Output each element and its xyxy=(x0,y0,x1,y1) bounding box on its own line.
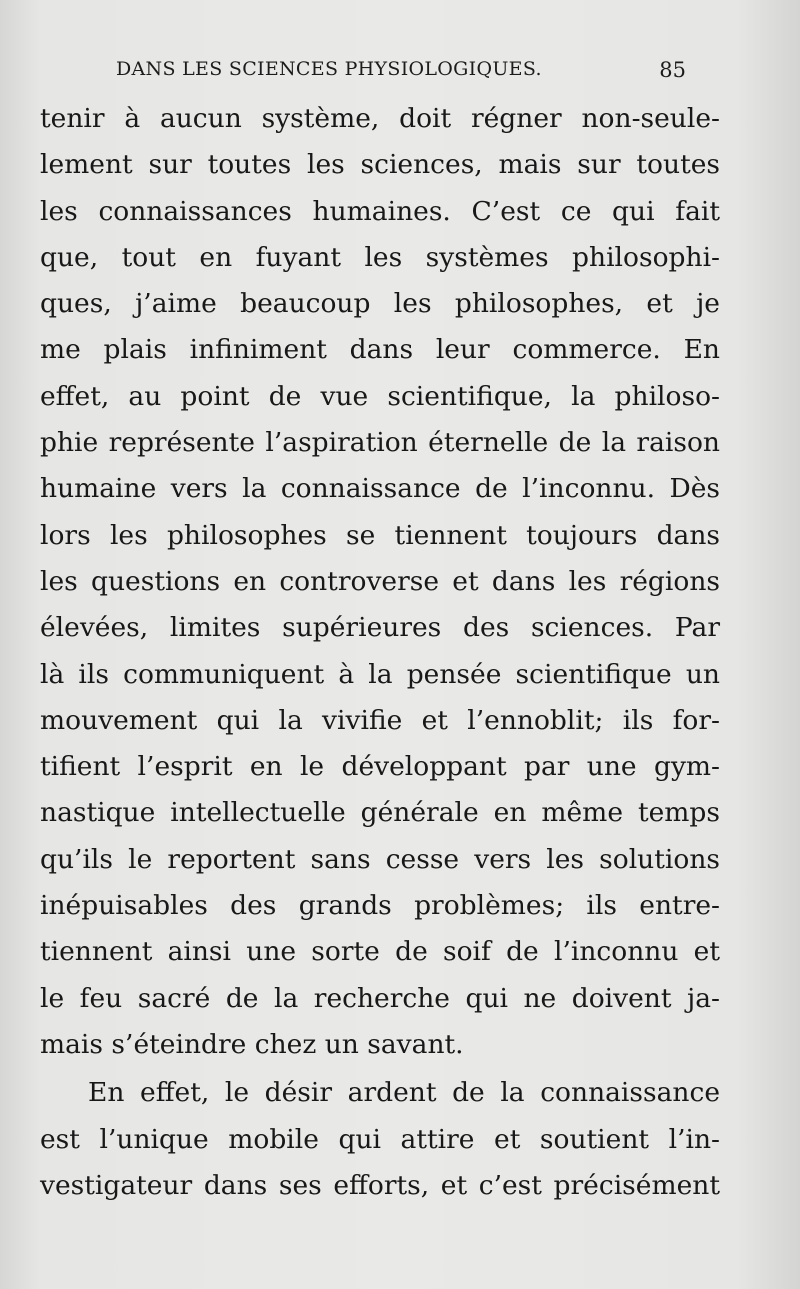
text-line: que, tout en fuyant les systèmes philosophi- xyxy=(40,241,720,273)
text-line: le feu sacré de la recherche qui ne doivent ja- xyxy=(40,982,720,1014)
text-line: me plais infiniment dans leur commerce. En xyxy=(40,334,720,366)
text-line: vestigateur dans ses efforts, et c’est précisément xyxy=(40,1169,720,1201)
text-line: effet, au point de vue scientifique, la philoso- xyxy=(40,380,720,412)
text-line: qu’ils le reportent sans cesse vers les solutions xyxy=(40,843,720,875)
page-number: 85 xyxy=(659,58,686,82)
text-line: inépuisables des grands problèmes; ils entre- xyxy=(40,890,720,922)
text-line: tifient l’esprit en le développant par une gym- xyxy=(40,751,720,783)
body-text xyxy=(40,96,720,1209)
text-line: les connaissances humaines. C’est ce qui fait xyxy=(40,195,720,227)
text-line: élevées, limites supérieures des sciences. Par xyxy=(40,612,720,644)
text-line: là ils communiquent à la pensée scientifique un xyxy=(40,658,720,690)
text-line: lors les philosophes se tiennent toujours dans xyxy=(40,519,720,551)
page-header xyxy=(116,58,686,90)
text-line: En effet, le désir ardent de la connaissance xyxy=(88,1077,720,1109)
text-line: nastique intellectuelle générale en même temps xyxy=(40,797,720,829)
text-line: tiennent ainsi une sorte de soif de l’inconnu et xyxy=(40,936,720,968)
text-line: humaine vers la connaissance de l’inconnu. Dès xyxy=(40,473,720,505)
text-line: lement sur toutes les sciences, mais sur toutes xyxy=(40,149,720,181)
text-line: mouvement qui la vivifie et l’ennoblit; ils for- xyxy=(40,704,720,736)
paragraph xyxy=(40,96,720,1068)
paragraph xyxy=(40,1070,720,1209)
running-head: DANS LES SCIENCES PHYSIOLOGIQUES. xyxy=(116,58,542,80)
text-line: tenir à aucun système, doit régner non-seule- xyxy=(40,103,720,134)
text-line: phie représente l’aspiration éternelle de la raison xyxy=(40,427,720,459)
text-line: ques, j’aime beaucoup les philosophes, et je xyxy=(40,288,720,320)
text-line: est l’unique mobile qui attire et soutient l’in- xyxy=(40,1123,720,1155)
text-line: mais s’éteindre chez un savant. xyxy=(40,1028,464,1060)
text-line: les questions en controverse et dans les régions xyxy=(40,565,720,597)
